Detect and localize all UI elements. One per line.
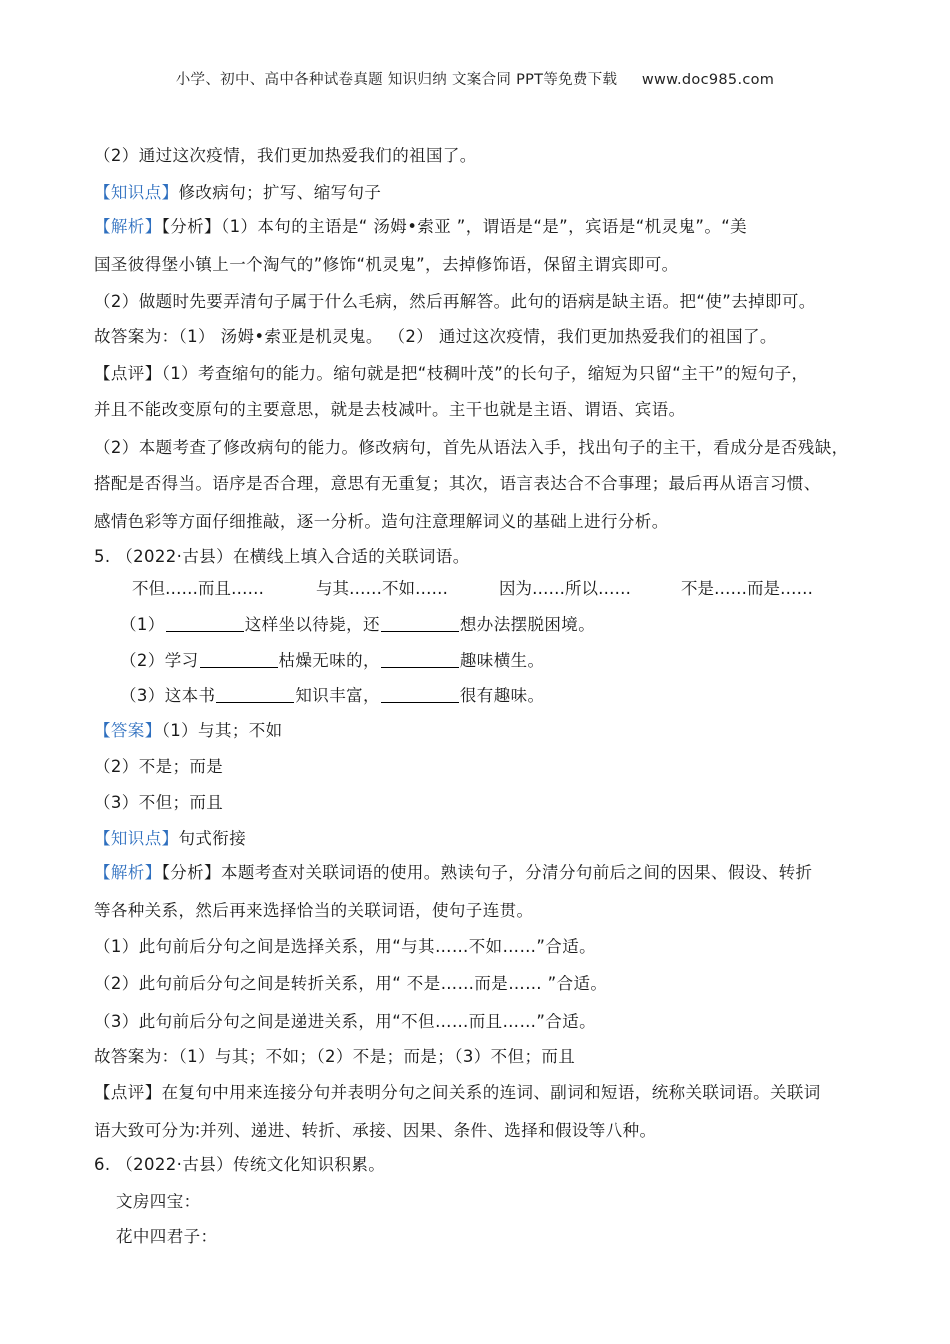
q4-sentence-2: （2）通过这次疫情，我们更加热爱我们的祖国了。 [94,146,477,165]
q5-s3-blank-2[interactable] [381,686,459,703]
q5-analysis-line-5: （3）此句前后分句之间是递进关系，用“不但……而且……”合适。 [94,1012,596,1031]
q5-s1-part-a: （1） [120,615,165,634]
q5-s3-part-b: 知识丰富， [295,686,380,705]
q5-knowledge-line [94,829,246,849]
q5-option-2: 与其……不如…… [316,579,448,598]
page-header: 小学、初中、高中各种试卷真题 知识归纳 文案合同 PPT等免费下载 www.doc985.com [175,72,775,88]
q4-answer: 故答案为：（1） 汤姆•索亚是机灵鬼。 （2） 通过这次疫情，我们更加热爱我们的祖国了。 [94,327,777,346]
q5-s1-part-c: 想办法摆脱困境。 [459,615,596,634]
q4-knowledge-line [94,183,381,203]
q4-comment-line-2: 并且不能改变原句的主要意思，就是去枝减叶。主干也就是主语、谓语、宾语。 [94,400,686,419]
q5-s2-part-c: 趣味横生。 [459,651,545,670]
q5-answer-line-1 [94,721,283,741]
q5-s3-part-c: 很有趣味。 [459,686,545,705]
q4-analysis-line-1 [94,217,747,237]
q5-s3-part-a: （3）这本书 [120,686,216,705]
analysis-tag: 【解析】 [94,863,162,882]
q5-option-1: 不但……而且…… [132,579,264,598]
q4-analysis-line-3: （2）做题时先要弄清句子属于什么毛病，然后再解答。此句的语病是缺主语。把“使”去掉即可。 [94,292,816,311]
knowledge-tag: 【知识点】 [94,829,179,848]
q4-comment-line-4: 搭配是否得当。语序是否合理，意思有无重复；其次，语言表达合不合事理；最后再从语言习惯、 [94,474,821,493]
q5-analysis-line-1 [94,863,812,883]
q5-answer-2: （2）不是；而是 [94,757,224,776]
q5-s3-blank-1[interactable] [216,686,294,703]
q4-knowledge: 修改病句；扩写、缩写句子 [178,183,382,202]
q5-s2-part-a: （2）学习 [120,651,199,670]
q4-analysis-text-1: 【分析】（1）本句的主语是“ 汤姆•索亚 ”，谓语是“是”，宾语是“机灵鬼”。“美 [161,217,748,236]
q5-comment-line-1: 【点评】在复句中用来连接分句并表明分句之间关系的连词、副词和短语，统称关联词语。关联词 [94,1083,821,1102]
q5-s1-part-b: 这样坐以待毙，还 [244,615,380,634]
q4-comment-line-1: 【点评】（1）考查缩句的能力。缩句就是把“枝稠叶茂”的长句子，缩短为只留“主干”的短句子， [94,364,809,383]
q5-answer: 故答案为：（1）与其；不如；（2）不是；而是；（3）不但；而且 [94,1047,576,1066]
q5-s2-part-b: 枯燥无味的， [278,651,380,670]
q5-s2-blank-1[interactable] [200,651,278,668]
q4-analysis-line-2: 国圣彼得堡小镇上一个淘气的”修饰“机灵鬼”，去掉修饰语，保留主谓宾即可。 [94,255,679,274]
q5-s1-blank-1[interactable] [166,615,244,632]
q5-sentence-1 [120,615,595,635]
q4-comment-line-3: （2）本题考查了修改病句的能力。修改病句，首先从语法入手，找出句子的主干，看成分是否残缺， [94,438,849,457]
q5-option-3: 因为……所以…… [499,579,631,598]
answer-tag: 【答案】 [94,721,162,740]
q5-s1-blank-2[interactable] [381,615,459,632]
q5-s2-blank-2[interactable] [381,651,459,668]
q6-title: 6. （2022·古县）传统文化知识积累。 [94,1155,386,1174]
knowledge-tag: 【知识点】 [94,183,179,202]
q5-knowledge: 句式衔接 [178,829,247,848]
q5-title: 5. （2022·古县）在横线上填入合适的关联词语。 [94,547,470,566]
q5-sentence-3 [120,686,544,706]
q6-item-1: 文房四宝： [116,1192,201,1211]
q4-comment-line-5: 感情色彩等方面仔细推敲，逐一分析。造句注意理解词义的基础上进行分析。 [94,512,669,531]
q5-comment-line-2: 语大致可分为∶并列、递进、转折、承接、因果、条件、选择和假设等八种。 [94,1121,657,1140]
q6-item-2: 花中四君子： [116,1227,218,1246]
q5-answer-1: （1）与其；不如 [161,721,283,740]
q5-sentence-2 [120,651,544,671]
q5-analysis-line-3: （1）此句前后分句之间是选择关系，用“与其……不如……”合适。 [94,937,596,956]
q5-analysis-text-1: 【分析】本题考查对关联词语的使用。熟读句子，分清分句前后之间的因果、假设、转折 [161,863,813,882]
q5-analysis-line-2: 等各种关系，然后再来选择恰当的关联词语，使句子连贯。 [94,901,534,920]
q5-analysis-line-4: （2）此句前后分句之间是转折关系，用“ 不是……而是…… ”合适。 [94,974,608,993]
q5-option-4: 不是……而是…… [681,579,813,598]
q5-answer-3: （3）不但；而且 [94,793,224,812]
analysis-tag: 【解析】 [94,217,162,236]
